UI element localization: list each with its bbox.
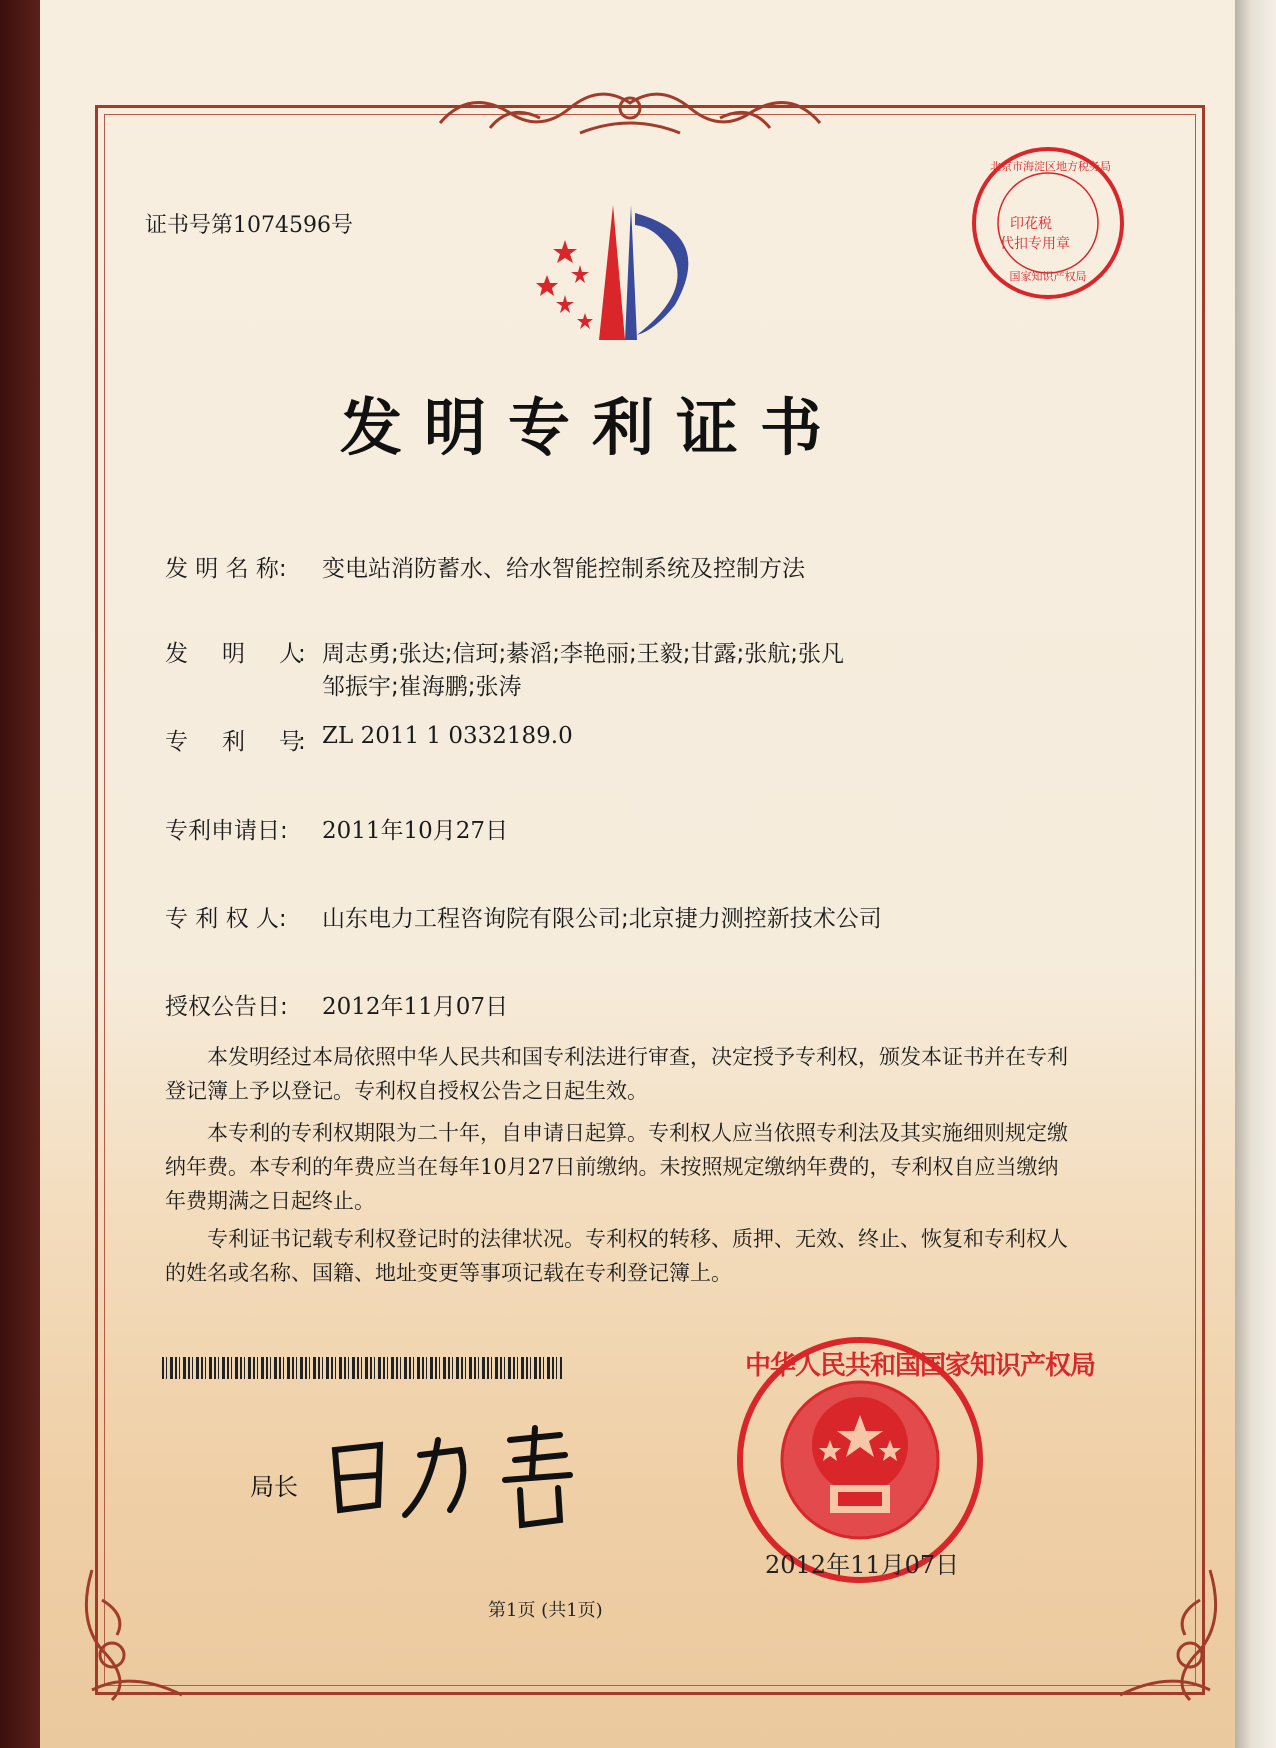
- paragraph-1: 本发明经过本局依照中华人民共和国专利法进行审查，决定授予专利权，颁发本证书并在专利登记簿上予以登记。专利权自授权公告之日起生效。: [165, 1045, 1068, 1103]
- patent-no-label: 专 利 号:: [165, 729, 302, 755]
- tax-seal-center-line1: 印花税: [1010, 216, 1052, 232]
- page-number: 第1页 (共1页): [488, 1600, 603, 1621]
- grant-date: 2012年11月07日: [322, 994, 509, 1020]
- top-ornament: [430, 78, 830, 148]
- patentee-label: 专 利 权 人:: [165, 906, 287, 932]
- inventors-line1: 周志勇;张达;信珂;綦滔;李艳丽;王毅;甘露;张航;张凡: [322, 641, 844, 667]
- invention-name-label: 发 明 名 称:: [165, 556, 287, 582]
- official-seal-date: 2012年11月07日: [765, 1551, 960, 1579]
- invention-name: 变电站消防蓄水、给水智能控制系统及控制方法: [322, 556, 805, 582]
- paragraph-2: 本专利的专利权期限为二十年，自申请日起算。专利权人应当依照专利法及其实施细则规定缴纳年费。本专利的年费应当在每年10月27日前缴纳。未按照规定缴纳年费的，专利权自应当缴纳年费期满之日起终止。: [165, 1121, 1068, 1213]
- inventor-label: 发 明 人:: [165, 641, 302, 667]
- bottom-left-ornament: [72, 1560, 202, 1710]
- patent-office-logo: [525, 195, 725, 345]
- tax-seal-ring-text: 北京市海淀区地方税务局: [990, 160, 1111, 173]
- filing-date: 2011年10月27日: [322, 818, 509, 844]
- patent-no: ZL 2011 1 0332189.0: [322, 723, 573, 749]
- signature-title: 局长: [250, 1473, 298, 1501]
- filing-date-label: 专利申请日:: [165, 818, 288, 844]
- certificate-number: 证书号第1074596号: [145, 213, 353, 238]
- bottom-right-ornament: [1100, 1560, 1230, 1710]
- official-seal-ring-text: 中华人民共和国国家知识产权局: [745, 1351, 1096, 1381]
- patentee: 山东电力工程咨询院有限公司;北京捷力测控新技术公司: [322, 906, 882, 932]
- barcode: [162, 1357, 562, 1379]
- tax-seal-bottom-text: 国家知识产权局: [1009, 270, 1087, 283]
- page-edge: [1235, 0, 1276, 1748]
- grant-date-label: 授权公告日:: [165, 994, 288, 1020]
- tax-seal-center-line2: 代扣专用章: [1000, 236, 1070, 252]
- inventors-line2: 邹振宇;崔海鹏;张涛: [322, 674, 522, 700]
- paragraph-3: 专利证书记载专利权登记时的法律状况。专利权的转移、质押、无效、终止、恢复和专利权人的姓名或名称、国籍、地址变更等事项记载在专利登记簿上。: [165, 1227, 1068, 1285]
- certificate-title: 发明专利证书: [340, 391, 845, 464]
- signature-image: [320, 1420, 590, 1540]
